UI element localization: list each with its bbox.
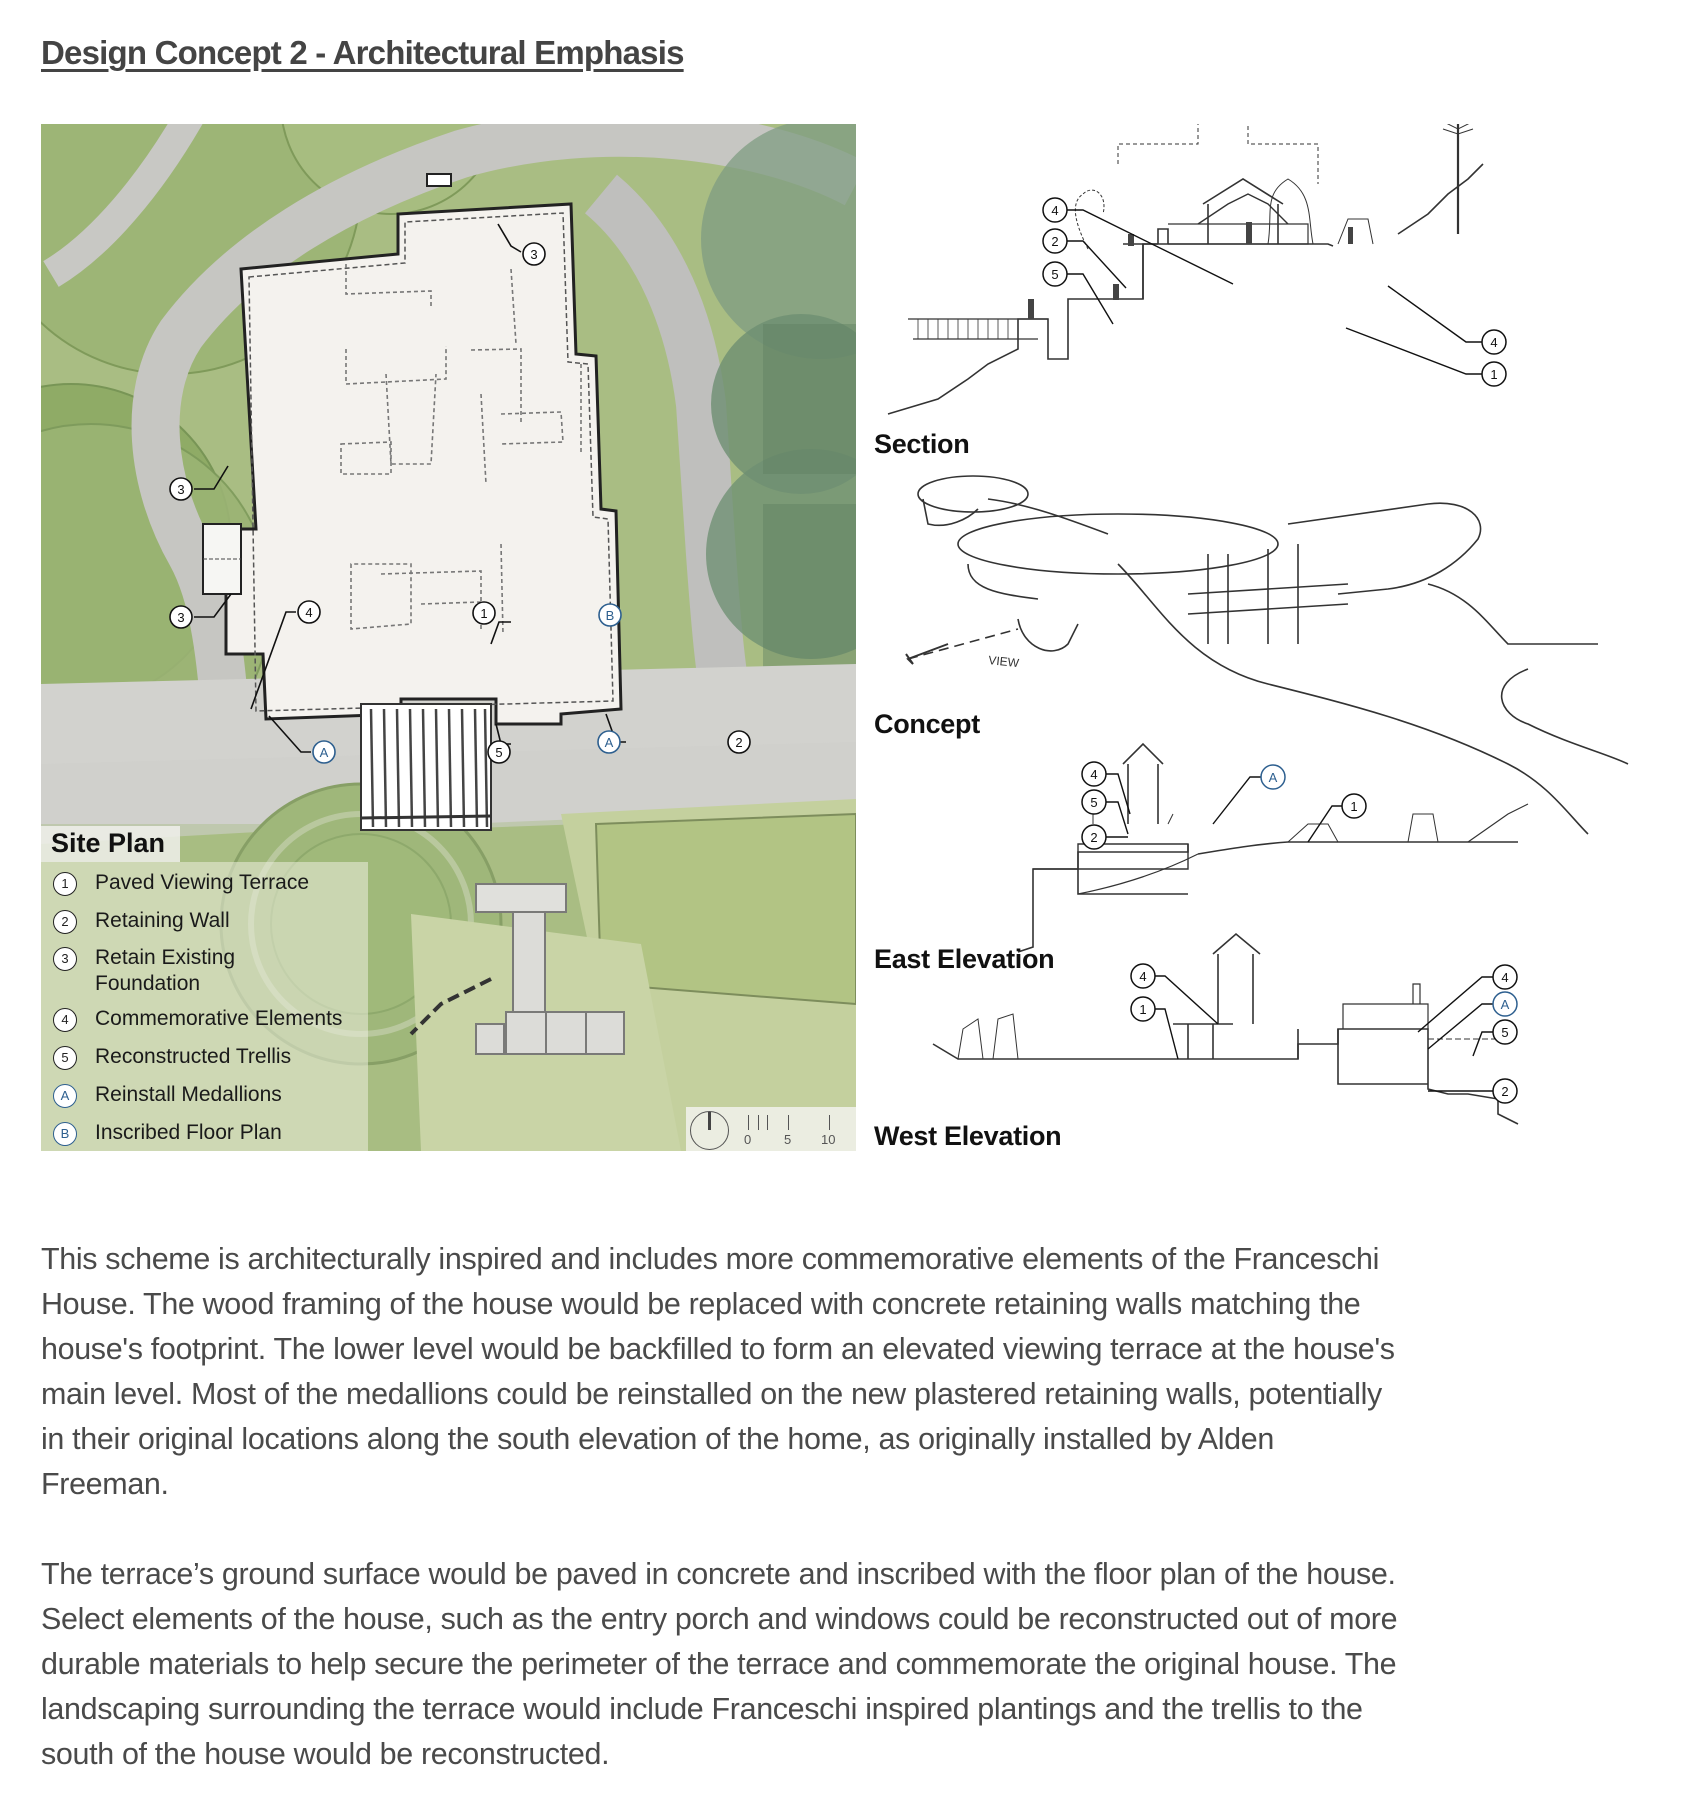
west-elevation-callouts: [1131, 964, 1517, 1103]
svg-text:4: 4: [305, 605, 313, 620]
site-plan-image: [41, 124, 856, 1151]
legend-key: 5: [53, 1046, 77, 1070]
svg-text:5: 5: [1090, 795, 1098, 810]
svg-text:2: 2: [1090, 830, 1098, 845]
page-title: Design Concept 2 - Architectural Emphasis: [41, 34, 684, 71]
section-callout-4-right: [1482, 330, 1506, 354]
paragraph-2: [41, 1551, 1681, 1776]
east-callout-A: [1261, 765, 1285, 789]
svg-text:1: 1: [1139, 1002, 1147, 1017]
west-callout-4-left: [1131, 964, 1155, 988]
scale-label: 0: [744, 1132, 752, 1147]
east-elevation-callouts: [1082, 762, 1366, 849]
east-callout-1: [1342, 794, 1366, 818]
section-callouts: [1043, 198, 1506, 386]
concept-label: Concept: [874, 709, 980, 739]
east-callout-5: [1082, 790, 1106, 814]
sketch-drawings: [868, 124, 1668, 1164]
legend-label-line2: Foundation: [95, 972, 201, 995]
west-callout-4-right: [1493, 965, 1517, 989]
svg-text:4: 4: [1501, 970, 1509, 985]
callout-3-west-upper: [170, 478, 192, 500]
scale-tick: [748, 1115, 749, 1130]
north-arrow-icon: [690, 1111, 729, 1150]
paragraph-line: This scheme is architecturally inspired and includes more commemorative elements of the Franceschi: [41, 1241, 1380, 1276]
hedge: [763, 324, 856, 474]
svg-text:4: 4: [1490, 335, 1498, 350]
paragraph-line: Freeman.: [41, 1466, 169, 1501]
legend-key: B: [53, 1122, 77, 1146]
legend-item: [41, 1120, 368, 1150]
svg-text:2: 2: [1501, 1084, 1509, 1099]
legend-label: Retain Existing: [95, 946, 236, 969]
legend-key: 3: [53, 947, 77, 971]
svg-text:A: A: [1500, 997, 1510, 1012]
callout-B: [599, 604, 621, 626]
svg-text:5: 5: [1051, 267, 1059, 282]
callout-A-right: [598, 731, 620, 753]
paragraph-line: House. The wood framing of the house would be replaced with concrete retaining walls matching the: [41, 1286, 1361, 1321]
west-callout-A: [1493, 992, 1517, 1016]
callout-5: [488, 741, 510, 763]
legend-label: Reinstall Medallions: [95, 1083, 282, 1106]
west-elevation-label: West Elevation: [874, 1121, 1062, 1151]
scale-tick: [829, 1115, 830, 1130]
west-callout-5: [1493, 1020, 1517, 1044]
legend-key: 4: [53, 1008, 77, 1032]
east-callout-4: [1082, 762, 1106, 786]
paragraph-line: in their original locations along the south elevation of the home, as originally installed by Alden: [41, 1421, 1274, 1456]
site-plan-legend: [41, 862, 368, 1151]
paragraph-line: The terrace’s ground surface would be paved in concrete and inscribed with the floor plan of the house.: [41, 1556, 1396, 1591]
svg-text:A: A: [1268, 770, 1278, 785]
callout-A-left: [313, 741, 335, 763]
svg-text:A: A: [319, 745, 329, 760]
legend-item: [41, 1082, 368, 1112]
section-label: Section: [874, 429, 970, 459]
paragraph-line: house's footprint. The lower level would be backfilled to form an elevated viewing terrace at the house's: [41, 1331, 1395, 1366]
paragraph-line: landscaping surrounding the terrace would include Franceschi inspired plantings and the trellis to the: [41, 1691, 1363, 1726]
scale-bar: [686, 1107, 856, 1151]
chimney: [427, 174, 451, 186]
legend-key: 1: [53, 872, 77, 896]
legend-label: Paved Viewing Terrace: [95, 871, 310, 894]
section-figures: [1028, 222, 1353, 319]
paragraph-line: south of the house would be reconstructed.: [41, 1736, 610, 1771]
paragraph-line: main level. Most of the medallions could be reinstalled on the new plastered retaining walls, potentially: [41, 1376, 1382, 1411]
svg-text:5: 5: [1501, 1025, 1509, 1040]
legend-key: A: [53, 1084, 77, 1108]
section-callout-5: [1043, 262, 1067, 286]
legend-item: [41, 870, 368, 900]
svg-text:A: A: [604, 735, 614, 750]
svg-text:4: 4: [1051, 203, 1059, 218]
svg-text:3: 3: [177, 610, 185, 625]
west-callout-2: [1493, 1079, 1517, 1103]
svg-text:4: 4: [1090, 767, 1098, 782]
scale-label: 5: [784, 1132, 792, 1147]
callout-1: [473, 602, 495, 624]
svg-text:1: 1: [1490, 367, 1498, 382]
svg-text:2: 2: [735, 735, 743, 750]
svg-text:4: 4: [1139, 969, 1147, 984]
svg-text:1: 1: [1350, 799, 1358, 814]
svg-text:3: 3: [177, 482, 185, 497]
svg-text:5: 5: [495, 745, 503, 760]
section-drawing: [888, 124, 1483, 414]
svg-text:1: 1: [480, 606, 488, 621]
legend-label: Inscribed Floor Plan: [95, 1121, 282, 1144]
east-callout-2: [1082, 825, 1106, 849]
legend-item: [41, 945, 368, 1001]
svg-text:3: 3: [530, 247, 538, 262]
scale-tick: [788, 1115, 789, 1130]
legend-item: [41, 1044, 368, 1074]
section-callout-4: [1043, 198, 1067, 222]
scale-label: 10: [821, 1132, 836, 1147]
svg-text:2: 2: [1051, 234, 1059, 249]
section-callout-2: [1043, 229, 1067, 253]
scale-tick: [767, 1115, 768, 1130]
west-callout-1: [1131, 997, 1155, 1021]
legend-key: 2: [53, 910, 77, 934]
site-plan-label-box: [41, 826, 180, 862]
scale-tick: [758, 1115, 759, 1130]
site-plan-label: Site Plan: [51, 828, 166, 858]
legend-label: Reconstructed Trellis: [95, 1045, 292, 1068]
west-porch: [203, 524, 241, 594]
svg-text:B: B: [605, 608, 615, 623]
callout-3-west-lower: [170, 606, 192, 628]
paragraph-line: Select elements of the house, such as the entry porch and windows could be reconstructed out of more: [41, 1601, 1398, 1636]
sketches-panel: [868, 124, 1668, 1164]
legend-item: [41, 1006, 368, 1036]
legend-item: [41, 908, 368, 938]
paragraph-1: [41, 1236, 1681, 1506]
section-callout-1: [1482, 362, 1506, 386]
trellis: [361, 704, 491, 830]
callout-2: [728, 731, 750, 753]
concept-view-note: VIEW: [987, 653, 1020, 671]
legend-label: Retaining Wall: [95, 909, 230, 932]
paragraph-line: durable materials to help secure the perimeter of the terrace and commemorate the original house. The: [41, 1646, 1397, 1681]
callout-3-north: [523, 243, 545, 265]
callout-4: [298, 601, 320, 623]
hedge: [763, 504, 856, 674]
east-elevation-label: East Elevation: [874, 944, 1055, 974]
legend-label: Commemorative Elements: [95, 1007, 343, 1030]
